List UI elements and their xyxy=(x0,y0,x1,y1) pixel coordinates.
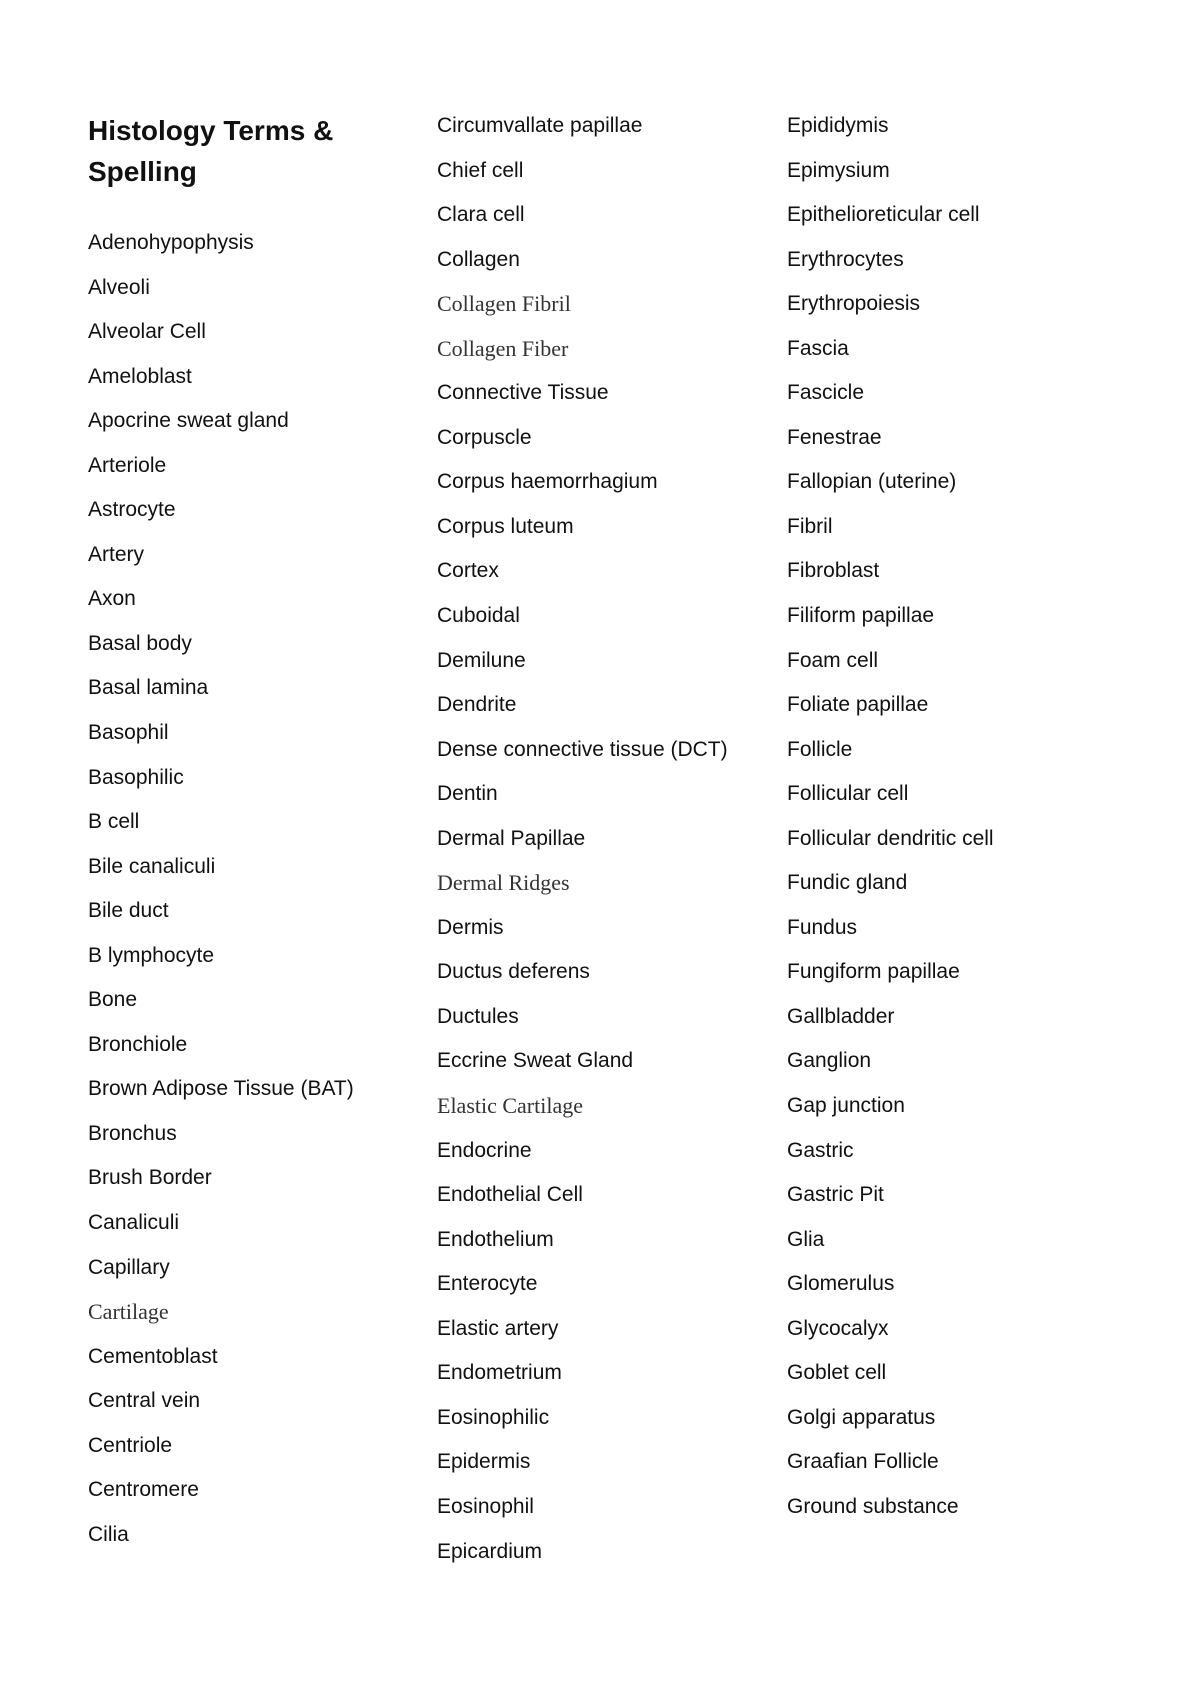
term-list-2 xyxy=(437,111,728,1581)
term-item: B lymphocyte xyxy=(88,943,215,967)
term-item: Alveolar Cell xyxy=(88,320,206,344)
term-item: Basal lamina xyxy=(88,676,209,700)
term-item: Goblet cell xyxy=(787,1361,887,1385)
term-item: Eosinophilic xyxy=(437,1405,550,1429)
term-item: Ductules xyxy=(437,1004,519,1028)
term-item: Basophil xyxy=(88,721,169,745)
term-item: Endothelium xyxy=(437,1227,554,1251)
term-item: Dermal Papillae xyxy=(437,826,586,850)
term-item: Fascicle xyxy=(787,381,865,405)
term-item: Fundus xyxy=(787,915,858,939)
term-item: Fibril xyxy=(787,514,833,538)
term-item: Glia xyxy=(787,1227,825,1251)
term-item: Glycocalyx xyxy=(787,1316,889,1340)
term-item: Cementoblast xyxy=(88,1344,218,1368)
term-item: Artery xyxy=(88,542,145,566)
term-item: Demilune xyxy=(437,648,526,672)
term-item: Glomerulus xyxy=(787,1272,895,1296)
term-item: Epicardium xyxy=(437,1539,543,1563)
term-item: Gastric xyxy=(787,1138,854,1162)
term-item: Fenestrae xyxy=(787,425,882,449)
term-item: Basal body xyxy=(88,631,192,655)
term-item: Centromere xyxy=(88,1478,199,1502)
term-item: Foam cell xyxy=(787,648,879,672)
term-item: Bronchus xyxy=(88,1121,177,1145)
term-item: Endothelial Cell xyxy=(437,1183,583,1207)
term-item: Elastic Cartilage xyxy=(437,1093,583,1119)
term-item: Bile duct xyxy=(88,899,169,923)
page-title: Histology Terms & Spelling xyxy=(88,115,334,187)
term-item: Fallopian (uterine) xyxy=(787,470,957,494)
term-item: Fungiform papillae xyxy=(787,960,960,984)
term-item: Apocrine sweat gland xyxy=(88,409,289,433)
term-item: Adenohypophysis xyxy=(88,231,254,254)
term-item: Elastic artery xyxy=(437,1316,559,1340)
term-item: Bile canaliculi xyxy=(88,854,216,878)
term-item: Endometrium xyxy=(437,1361,562,1385)
term-item: Gallbladder xyxy=(787,1004,895,1028)
term-item: Dense connective tissue (DCT) xyxy=(437,737,728,761)
term-item: Ground substance xyxy=(787,1494,959,1518)
term-item: Cuboidal xyxy=(437,604,520,628)
term-item: Epidermis xyxy=(437,1450,531,1474)
term-item: Collagen Fibril xyxy=(437,291,571,317)
term-item: Erythrocytes xyxy=(787,247,904,271)
term-item: Axon xyxy=(88,587,136,611)
term-item: Bronchiole xyxy=(88,1032,188,1056)
term-item: Corpuscle xyxy=(437,425,532,449)
term-item: Graafian Follicle xyxy=(787,1450,939,1474)
term-item: Centriole xyxy=(88,1433,173,1457)
term-item: Collagen Fiber xyxy=(437,335,569,361)
term-item: Fibroblast xyxy=(787,559,880,583)
term-item: Eosinophil xyxy=(437,1494,534,1518)
term-item: Canaliculi xyxy=(88,1211,180,1235)
term-item: Follicular dendritic cell xyxy=(787,826,994,850)
term-item: Cortex xyxy=(437,559,499,583)
term-item: Brush Border xyxy=(88,1166,212,1190)
term-item: Dendrite xyxy=(437,693,517,717)
term-item: Enterocyte xyxy=(437,1272,538,1296)
term-item: B cell xyxy=(88,810,140,834)
term-item: Gap junction xyxy=(787,1094,905,1118)
term-item: Corpus luteum xyxy=(437,514,574,538)
term-item: Golgi apparatus xyxy=(787,1405,936,1429)
term-item: Endocrine xyxy=(437,1138,532,1162)
term-item: Epimysium xyxy=(787,158,890,182)
term-item: Circumvallate papillae xyxy=(437,114,643,137)
term-item: Arteriole xyxy=(88,453,167,477)
term-item: Cilia xyxy=(88,1522,129,1546)
term-list-1 xyxy=(88,228,354,1564)
term-item: Alveoli xyxy=(88,275,150,299)
term-item: Clara cell xyxy=(437,203,525,227)
term-item: Basophilic xyxy=(88,765,184,789)
term-item: Brown Adipose Tissue (BAT) xyxy=(88,1077,354,1101)
term-list-3 xyxy=(787,111,994,1537)
term-item: Bone xyxy=(88,988,138,1012)
term-item: Chief cell xyxy=(437,158,524,182)
term-item: Foliate papillae xyxy=(787,693,929,717)
term-item: Dentin xyxy=(437,782,498,806)
term-item: Follicle xyxy=(787,737,853,761)
term-item: Corpus haemorrhagium xyxy=(437,470,658,494)
term-item: Dermal Ridges xyxy=(437,870,570,896)
term-item: Erythropoiesis xyxy=(787,292,921,316)
term-item: Fundic gland xyxy=(787,871,908,895)
term-item: Astrocyte xyxy=(88,498,176,522)
term-item: Ganglion xyxy=(787,1049,872,1073)
term-item: Cartilage xyxy=(88,1299,169,1325)
term-item: Ameloblast xyxy=(88,364,192,388)
term-item: Filiform papillae xyxy=(787,604,935,628)
term-item: Gastric Pit xyxy=(787,1183,884,1207)
term-item: Eccrine Sweat Gland xyxy=(437,1049,634,1073)
term-item: Epididymis xyxy=(787,114,889,137)
term-item: Collagen xyxy=(437,247,520,271)
term-item: Capillary xyxy=(88,1255,170,1279)
term-item: Central vein xyxy=(88,1389,201,1413)
term-item: Epithelioreticular cell xyxy=(787,203,980,227)
term-item: Follicular cell xyxy=(787,782,909,806)
term-item: Dermis xyxy=(437,915,504,939)
term-item: Ductus deferens xyxy=(437,960,590,984)
term-item: Connective Tissue xyxy=(437,381,609,405)
term-item: Fascia xyxy=(787,336,849,360)
